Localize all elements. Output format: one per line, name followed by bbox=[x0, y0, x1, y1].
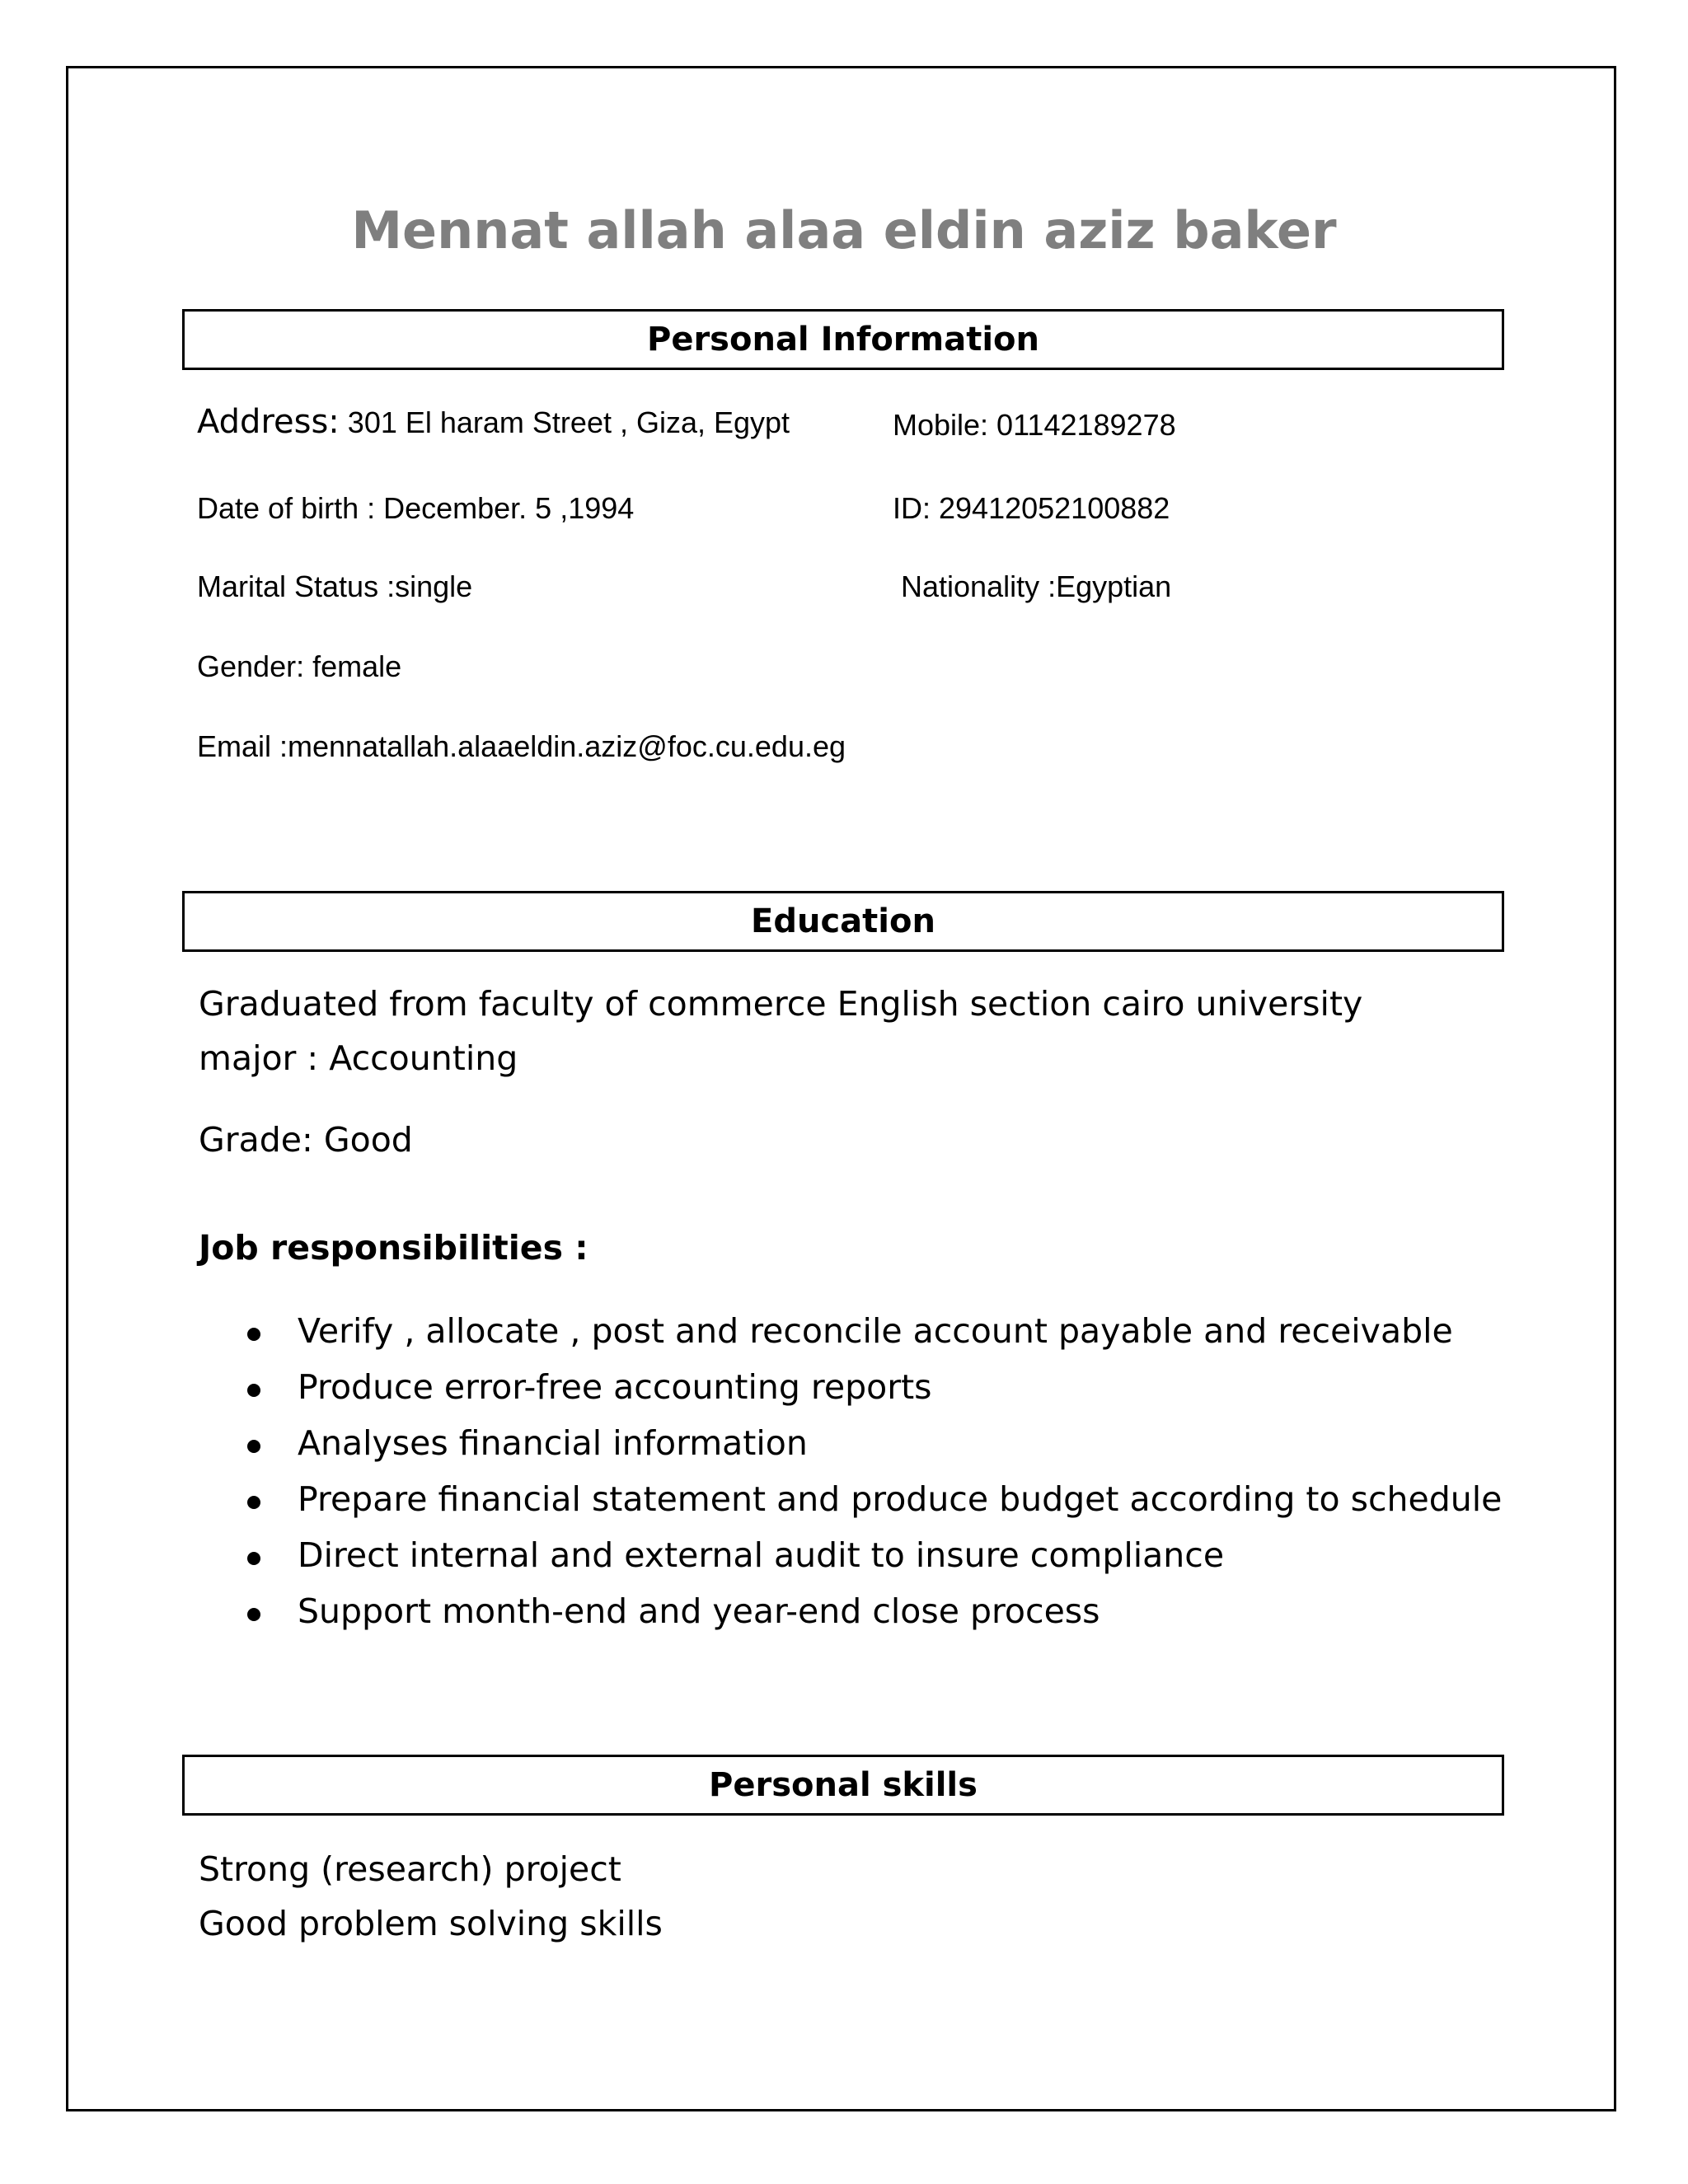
list-item bbox=[247, 1479, 1503, 1539]
address-line bbox=[197, 403, 790, 441]
graduated-line-1: Graduated from faculty of commerce English section cairo university bbox=[199, 984, 1363, 1024]
bullet-icon bbox=[247, 1496, 260, 1509]
resume-name-title: Mennat allah alaa eldin aziz baker bbox=[351, 200, 1337, 260]
date-of-birth-field: Date of birth : December. 5 ,1994 bbox=[197, 491, 635, 525]
graduated-line-2: major : Accounting bbox=[199, 1038, 518, 1078]
skill-item: Strong (research) project bbox=[199, 1849, 621, 1889]
nationality-field: Nationality :Egyptian bbox=[901, 569, 1172, 603]
marital-status-field: Marital Status :single bbox=[197, 569, 473, 603]
responsibility-text: Verify , allocate , post and reconcile account payable and receivable bbox=[298, 1311, 1453, 1351]
personal-information-header: Personal Information bbox=[182, 309, 1504, 370]
mobile-field: Mobile: 01142189278 bbox=[893, 408, 1176, 442]
job-responsibilities-heading: Job responsibilities : bbox=[199, 1228, 588, 1268]
list-item bbox=[247, 1311, 1502, 1371]
address-label: Address: bbox=[197, 403, 340, 441]
responsibility-text: Direct internal and external audit to insure compliance bbox=[298, 1535, 1225, 1575]
address-value: 301 El haram Street , Giza, Egypt bbox=[347, 405, 790, 439]
responsibility-text: Prepare financial statement and produce budget according to schedule bbox=[298, 1479, 1503, 1519]
list-item bbox=[247, 1591, 1502, 1651]
gender-field: Gender: female bbox=[197, 649, 402, 683]
email-field: Email :mennatallah.alaaeldin.aziz@foc.cu.edu.eg bbox=[197, 729, 846, 763]
list-item bbox=[247, 1423, 1502, 1483]
list-item bbox=[247, 1535, 1502, 1595]
responsibility-text: Support month-end and year-end close process bbox=[298, 1591, 1100, 1631]
bullet-icon bbox=[247, 1608, 260, 1621]
education-header: Education bbox=[182, 891, 1504, 952]
bullet-icon bbox=[247, 1384, 260, 1397]
personal-skills-header: Personal skills bbox=[182, 1755, 1504, 1816]
list-item bbox=[247, 1367, 1502, 1427]
id-field: ID: 29412052100882 bbox=[893, 491, 1170, 525]
bullet-icon bbox=[247, 1552, 260, 1565]
job-responsibilities-list bbox=[247, 1311, 1503, 1651]
bullet-icon bbox=[247, 1328, 260, 1341]
bullet-icon bbox=[247, 1440, 260, 1453]
responsibility-text: Produce error-free accounting reports bbox=[298, 1367, 932, 1407]
responsibility-text: Analyses financial information bbox=[298, 1423, 808, 1463]
skill-item: Good problem solving skills bbox=[199, 1904, 663, 1943]
grade-text: Grade: Good bbox=[199, 1120, 413, 1160]
